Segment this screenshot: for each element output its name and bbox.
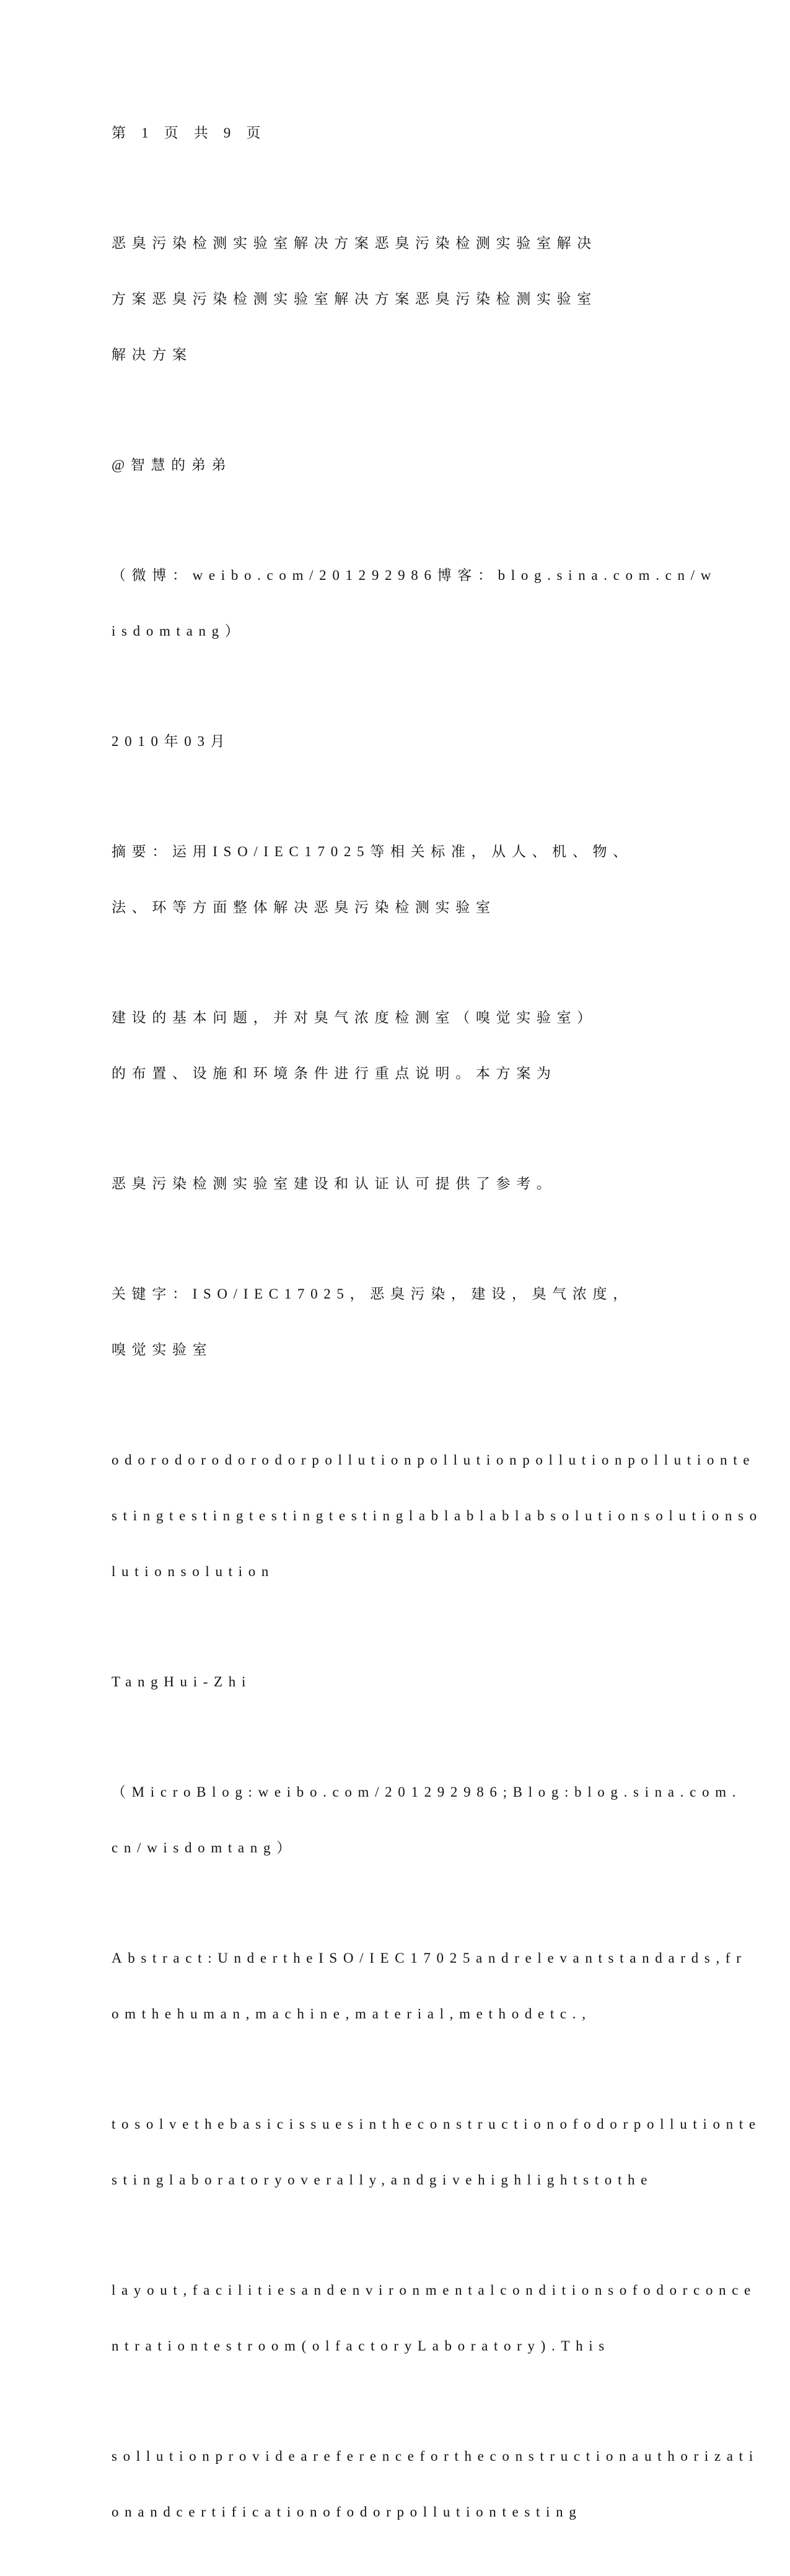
author-en <box>112 1636 657 1728</box>
abstract-en-line: sollutionprovideareferencefortheconstructionauthorizati <box>112 2448 759 2464</box>
abstract-line: 的布置、设施和环境条件进行重点说明。本方案为 <box>112 1066 557 1081</box>
abstract-en-paragraph-1 <box>112 1912 747 2061</box>
abstract-cn-paragraph-3 <box>112 1137 657 1230</box>
keywords-line: 关键字：ISO/IEC17025，恶臭污染，建设，臭气浓度， <box>112 1286 633 1302</box>
abstract-en-line: onandcertificationofodorpollutiontesting <box>112 2504 582 2520</box>
abstract-en-line: omthehuman,machine,material,methodetc., <box>112 2006 592 2022</box>
document-page <box>112 87 763 2576</box>
abstract-en-line: layout,facilitiesandenvironmentalconditionsofodorconce <box>112 2282 757 2298</box>
keywords-cn <box>112 1248 657 1396</box>
title-line: 恶臭污染检测实验室解决方案恶臭污染检测实验室解决 <box>112 235 597 251</box>
abstract-en-paragraph-2 <box>112 2078 761 2227</box>
abstract-cn-paragraph-2 <box>112 971 657 1120</box>
date-line <box>112 695 657 788</box>
abstract-line: 建设的基本问题，并对臭气浓度检测室（嗅觉实验室） <box>112 1010 597 1025</box>
author-line: @智慧的弟弟 <box>112 457 232 473</box>
document-title <box>112 197 657 401</box>
contact-line: （微博：weibo.com/201292986博客：blog.sina.com.cn/w <box>112 567 717 583</box>
title-line: 解决方案 <box>112 347 193 362</box>
title-line: 方案恶臭污染检测实验室解决方案恶臭污染检测实验室 <box>112 291 597 307</box>
abstract-line: 恶臭污染检测实验室建设和认证认可提供了参考。 <box>112 1176 557 1191</box>
title-en-line: odorodorodorodorpollutionpollutionpollutionpollutionte <box>112 1452 756 1468</box>
page-header <box>112 87 657 180</box>
abstract-cn-paragraph-1 <box>112 805 657 954</box>
abstract-en-paragraph-4 <box>112 2410 759 2559</box>
abstract-en-line: stinglaboratoryoverally,andgivehighlightstothe <box>112 2172 654 2188</box>
contact-en-line: cn/wisdomtang） <box>112 1840 297 1855</box>
title-en-line: stingtestingtestingtestinglablablablabsolutionsolutionso <box>112 1508 763 1523</box>
abstract-line: 法、环等方面整体解决恶臭污染检测实验室 <box>112 900 496 915</box>
abstract-en-line: tosolvethebasicissuesintheconstructionofodorpollutionte <box>112 2116 761 2132</box>
abstract-en-paragraph-3 <box>112 2244 757 2393</box>
abstract-en-line: ntrationtestroom(olfactoryLaboratory).This <box>112 2338 610 2354</box>
page-number-line: 第 1 页 共 9 页 <box>112 125 267 141</box>
author-en-line: TangHui-Zhi <box>112 1674 252 1689</box>
title-en-line: lutionsolution <box>112 1564 275 1579</box>
contact-en <box>112 1746 742 1895</box>
date-text: 2010年03月 <box>112 734 231 749</box>
contact-line: isdomtang） <box>112 623 245 639</box>
abstract-en-line: Abstract:UndertheISO/IEC17025andrelevantstandards,fr <box>112 1950 747 1966</box>
author-cn <box>112 419 657 512</box>
contact-cn <box>112 529 717 678</box>
abstract-line: 摘要：运用ISO/IEC17025等相关标准，从人、机、物、 <box>112 844 633 859</box>
keywords-line: 嗅觉实验室 <box>112 1342 213 1357</box>
contact-en-line: （MicroBlog:weibo.com/201292986;Blog:blog.sina.com. <box>112 1784 742 1800</box>
title-en <box>112 1414 763 1618</box>
